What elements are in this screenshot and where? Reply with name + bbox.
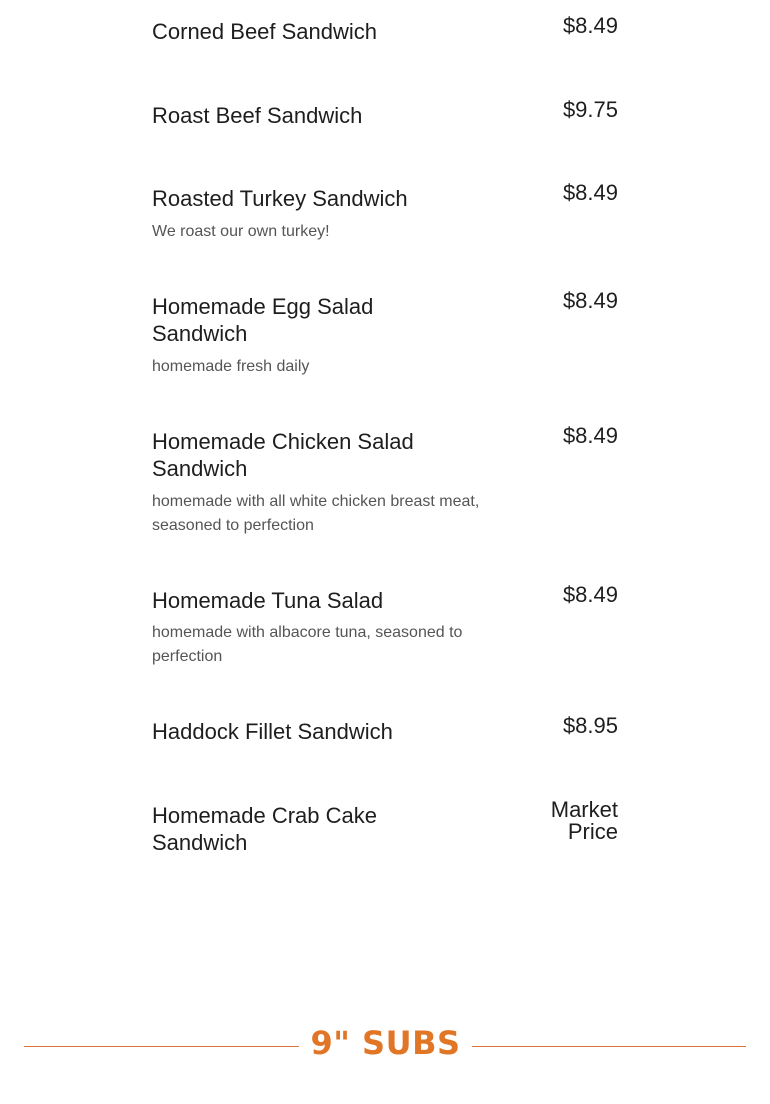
divider-left [24,1046,299,1047]
item-price: $8.49 [562,13,618,38]
item-description: homemade with albacore tuna, seasoned to perfection [152,624,463,665]
item-name: Roast Beef Sandwich [152,103,363,128]
section-title: 9" SUBS [310,1024,461,1062]
item-description: homemade fresh daily [152,358,310,375]
item-name: Homemade Egg Salad Sandwich [152,294,374,346]
item-price: $8.49 [562,423,618,448]
item-name: Roasted Turkey Sandwich [152,186,408,211]
item-price: $8.49 [562,288,618,313]
item-price: Market Price [550,797,618,844]
item-price: $8.49 [562,582,618,607]
item-name: Homemade Crab Cake Sandwich [152,803,377,855]
item-description: homemade with all white chicken breast meat, seasoned to perfection [152,493,480,534]
item-name: Haddock Fillet Sandwich [152,719,393,744]
item-price: $8.49 [562,180,618,205]
item-description: We roast our own turkey! [152,223,330,240]
item-name: Homemade Tuna Salad [152,588,384,613]
section-heading-subs [24,1022,746,1068]
item-price: $8.95 [562,713,618,738]
divider-right [472,1046,746,1047]
item-name: Homemade Chicken Salad Sandwich [152,429,414,481]
item-name: Corned Beef Sandwich [152,19,378,44]
item-price: $9.75 [562,97,618,122]
